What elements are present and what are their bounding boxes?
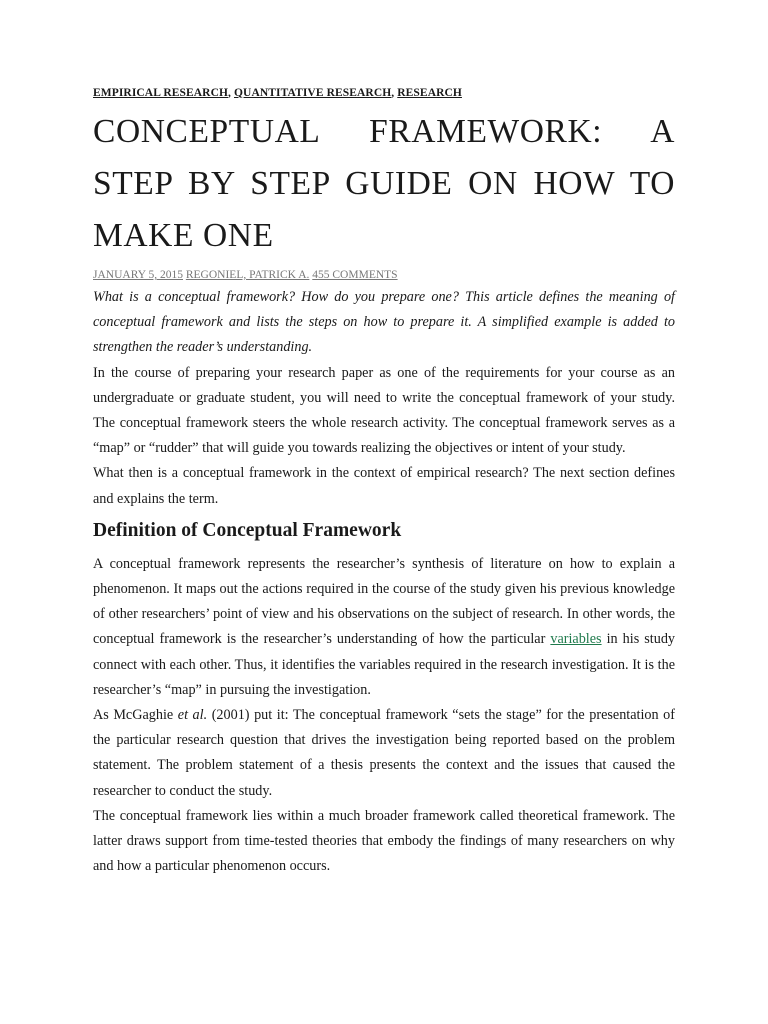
section-heading: Definition of Conceptual Framework bbox=[93, 519, 402, 541]
category-link-empirical-research[interactable]: EMPIRICAL RESEARCH bbox=[93, 87, 229, 99]
article bbox=[93, 84, 675, 879]
category-link-research[interactable]: RESEARCH bbox=[397, 87, 462, 99]
paragraph-mcgaghie bbox=[93, 703, 675, 804]
category-separator: , bbox=[228, 87, 232, 99]
comments-link[interactable]: 455 COMMENTS bbox=[312, 269, 398, 281]
category-links bbox=[93, 84, 675, 102]
category-link-quantitative-research[interactable]: QUANTITATIVE RESEARCH bbox=[234, 87, 392, 99]
author-link[interactable]: REGONIEL, PATRICK A. bbox=[185, 269, 310, 281]
mcgaghie-text-start: As McGaghie bbox=[93, 707, 178, 724]
et-al-text: et al. bbox=[177, 707, 208, 724]
paragraph-intro: In the course of preparing your research paper as one of the requirements for your course as an undergraduate or graduate student, you will need to write the conceptual framework of your study. The conceptual framework steers the whole research activity. The conceptual framework serves as a “map” or “rudder” that will guide you towards realizing the objectives or intent of your study. bbox=[93, 364, 675, 457]
variables-link[interactable]: variables bbox=[550, 631, 602, 648]
paragraph-question: What then is a conceptual framework in the context of empirical research? The next section defines and explains the term. bbox=[93, 465, 675, 507]
post-date-link[interactable]: JANUARY 5, 2015 bbox=[93, 269, 183, 281]
definition-text-start: A conceptual framework represents the researcher’s synthesis of literature on how to explain a phenomenon. It maps out the actions required in the course of the study given his previous knowledge of other researchers’ point of view and his observations on the subject of research. In other words, the conceptual framework is the researcher’s understanding of how the particular bbox=[93, 555, 675, 648]
article-lead: What is a conceptual framework? How do you prepare one? This article defines the meaning of conceptual framework and lists the steps on how to prepare it. A simplified example is added to strengthen the reader’s understanding. bbox=[93, 289, 675, 356]
article-meta bbox=[93, 267, 675, 283]
mcgaghie-text-end: (2001) put it: The conceptual framework “sets the stage” for the presentation of the particular research question that drives the investigation being reported based on the problem statement. The problem statement of a thesis presents the context and the issues that caused the researcher to conduct the study. bbox=[93, 707, 675, 799]
paragraph-definition bbox=[93, 552, 675, 703]
paragraph-theoretical-framework: The conceptual framework lies within a much broader framework called theoretical framework. The latter draws support from time-tested theories that embody the findings of many researchers on why and how a particular phenomenon occurs. bbox=[93, 807, 675, 875]
article-title: CONCEPTUAL FRAMEWORK: A STEP BY STEP GUIDE ON HOW TO MAKE ONE bbox=[93, 113, 675, 254]
definition-text-end: in his study connect with each other. Thus, it identifies the variables required in the research investigation. It is the researcher’s “map” in pursuing the investigation. bbox=[93, 631, 676, 698]
category-separator: , bbox=[391, 87, 395, 99]
